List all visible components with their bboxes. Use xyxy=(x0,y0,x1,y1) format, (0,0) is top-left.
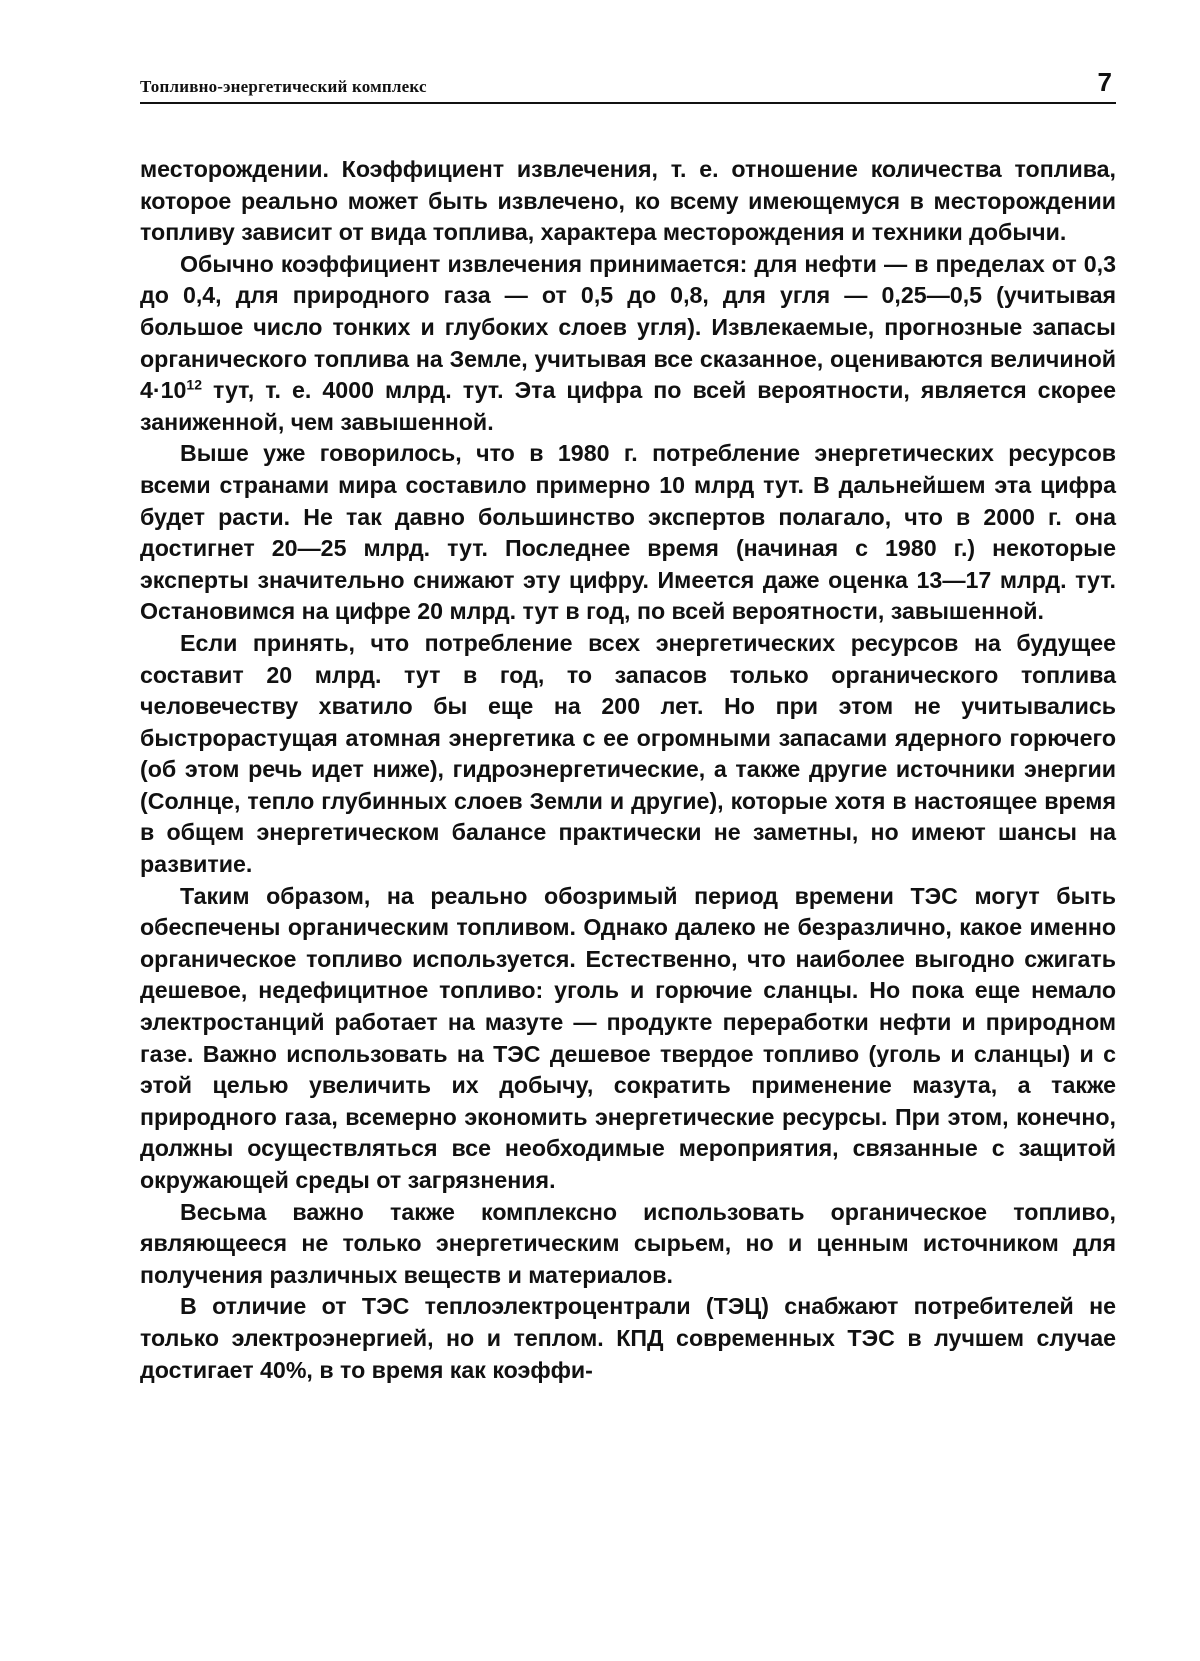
book-page xyxy=(140,62,1116,1386)
paragraph-2 xyxy=(140,249,1116,439)
paragraph-4: Если принять, что потребление всех энергетических ресурсов на будущее составит 20 млрд. тут в год, то запасов только органического топлива человечеству хватило бы еще на 200 лет. Но при этом не учитывались быстрорастущая атомная энергетика с ее огромными запасами ядерного горючего (об этом речь идет ниже), гидроэнергетические, а также другие источники энергии (Солнце, тепло глубинных слоев Земли и другие), которые хотя в настоящее время в общем энергетическом балансе практически не заметны, но имеют шансы на развитие. xyxy=(140,629,1116,878)
paragraph-3: Выше уже говорилось, что в 1980 г. потребление энергетических ресурсов всеми странами мира составило примерно 10 млрд тут. В дальнейшем эта цифра будет расти. Не так давно большинство экспертов полагало, что в 2000 г. она достигнет 20—25 млрд. тут. Последнее время (начиная с 1980 г.) некоторые эксперты значительно снижают эту цифру. Имеется даже оценка 13—17 млрд. тут. Остановимся на цифре 20 млрд. тут в год, по всей вероятности, завышенной. xyxy=(140,440,1116,625)
paragraph-6: Весьма важно также комплексно использовать органическое топливо, являющееся не только энергетическим сырьем, но и ценным источником для получения различных веществ и материалов. xyxy=(140,1198,1116,1288)
page-number: 7 xyxy=(1097,67,1112,97)
paragraph-2-part-a: Обычно коэффициент извлечения принимается: для нефти — в пределах от 0,3 до 0,4, для природного газа — от 0,5 до 0,8, для угля — 0,25—0,5 (учитывая большое число тонких и глубоких слоев угля). Извлекаемые, прогнозные запасы органического топлива на Земле, учитывая все сказанное, оцениваются величиной 4·10 xyxy=(140,250,1116,404)
paragraph-5: Таким образом, на реально обозримый период времени ТЭС могут быть обеспечены органическим топливом. Однако далеко не безразлично, какое именно органическое топливо используется. Естественно, что наиболее выгодно сжигать дешевое, недефицитное топливо: уголь и горючие сланцы. Но пока еще немало электростанций работает на мазуте — продукте переработки нефти и природном газе. Важно использовать на ТЭС дешевое твердое топливо (уголь и сланцы) и с этой целью увеличить их добычу, сократить применение мазута, а также природного газа, всемерно экономить энергетические ресурсы. При этом, конечно, должны осуществляться все необходимые мероприятия, связанные с защитой окружающей среды от загрязнения. xyxy=(140,882,1116,1193)
paragraph-7: В отличие от ТЭС теплоэлектроцентрали (ТЭЦ) снабжают потребителей не только электроэнергией, но и теплом. КПД современных ТЭС в лучшем случае достигает 40%, в то время как коэффи- xyxy=(140,1293,1116,1383)
body-text xyxy=(140,154,1116,1386)
exponent: 12 xyxy=(186,376,202,393)
running-header xyxy=(140,62,1116,104)
paragraph-2-part-b: тут, т. е. 4000 млрд. тут. Эта цифра по всей вероятности, является скорее заниженной, чем завышенной. xyxy=(140,377,1116,435)
running-title: Топливно-энергетический комплекс xyxy=(140,77,427,96)
paragraph-1: месторождении. Коэффициент извлечения, т. е. отношение количества топлива, которое реально может быть извлечено, ко всему имеющемуся в месторождении топливу зависит от вида топлива, характера месторождения и техники добычи. xyxy=(140,156,1116,246)
